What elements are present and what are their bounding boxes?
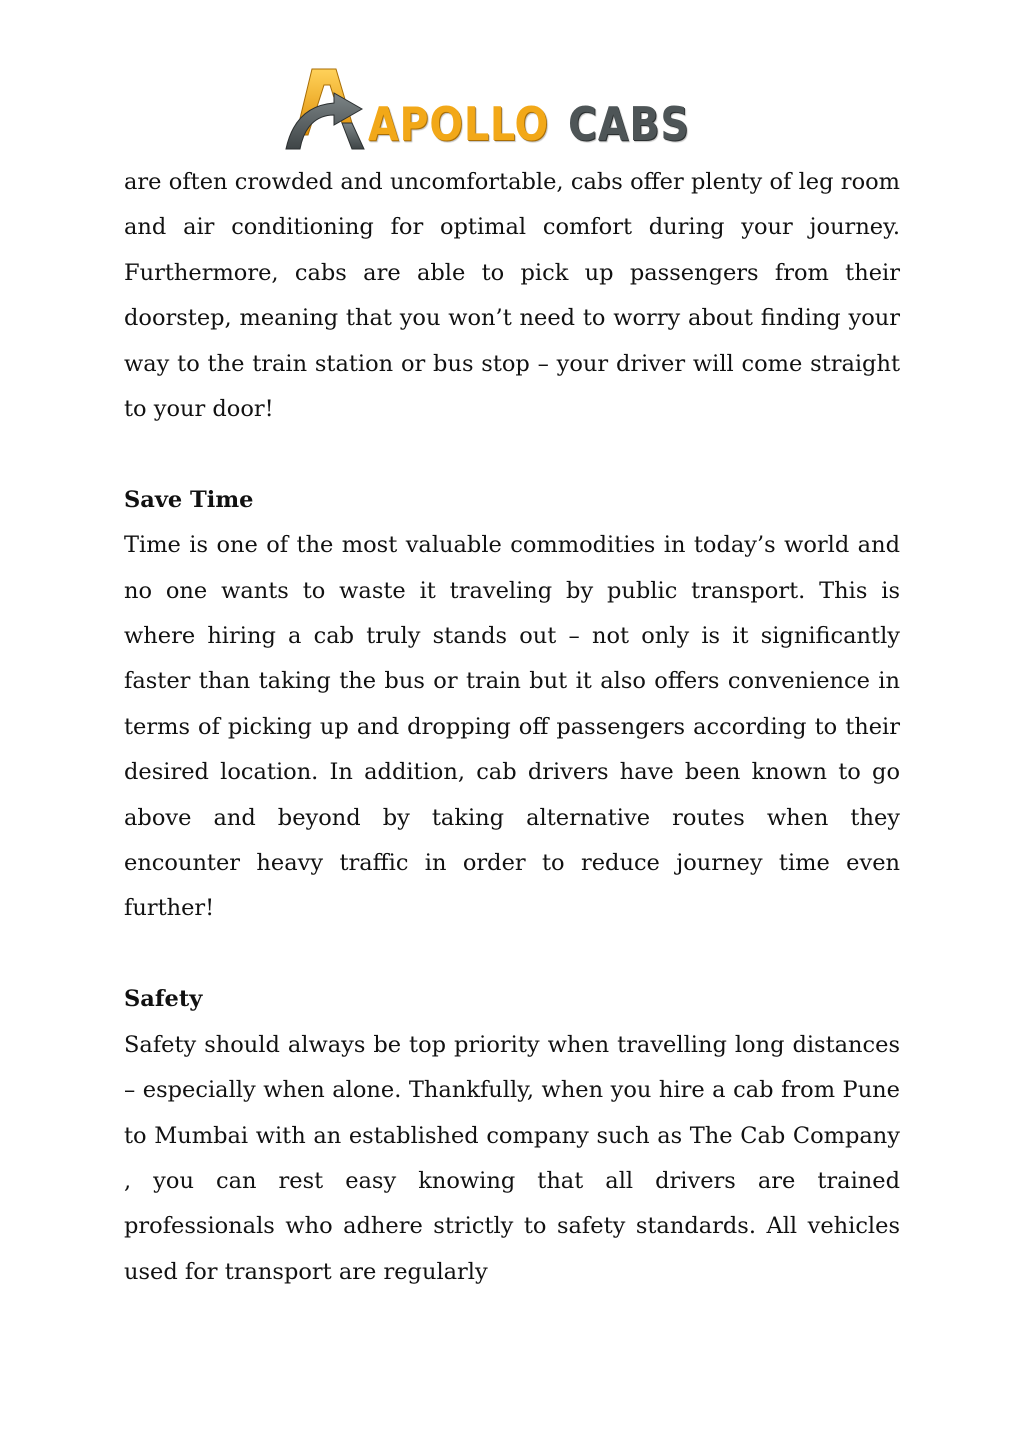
logo-word-cabs: CABS [567, 97, 690, 151]
section-heading-safety: Safety [124, 986, 203, 1013]
document-body [124, 160, 900, 1295]
logo-word-apollo: APOLLO [367, 97, 549, 151]
logo-wordmark [367, 97, 690, 151]
intro-paragraph: are often crowded and uncomfortable, cabs offer plenty of leg room and air conditioning for optimal comfort during your journey. Furthermore, cabs are able to pick up passengers from their doorstep, meaning that you won’t need to worry about finding your way to the train station or bus stop – your driver will come straight to your door! [124, 169, 900, 423]
paragraph-spacer [124, 432, 900, 477]
section-text-save-time: Time is one of the most valuable commodities in today’s world and no one wants to waste it traveling by public transport. This is where hiring a cab truly stands out – not only is it significantly faster than taking the bus or train but it also offers convenience in terms of picking up and dropping off passengers according to their desired location. In addition, cab drivers have been known to go above and beyond by taking alternative routes when they encounter heavy traffic in order to reduce journey time even further! [124, 532, 900, 922]
page-header [0, 62, 1024, 154]
paragraph-spacer [124, 932, 900, 977]
apollo-cabs-logo [282, 65, 742, 151]
logo-a-arrow-icon [282, 65, 374, 151]
section-heading-save-time: Save Time [124, 486, 254, 513]
section-text-safety: Safety should always be top priority when travelling long distances – especially when alone. Thankfully, when you hire a cab from Pune to Mumbai with an established company such as The Cab Company , you can rest easy knowing that all drivers are trained professionals who adhere strictly to safety standards. All vehicles used for transport are regularly [124, 1031, 900, 1285]
